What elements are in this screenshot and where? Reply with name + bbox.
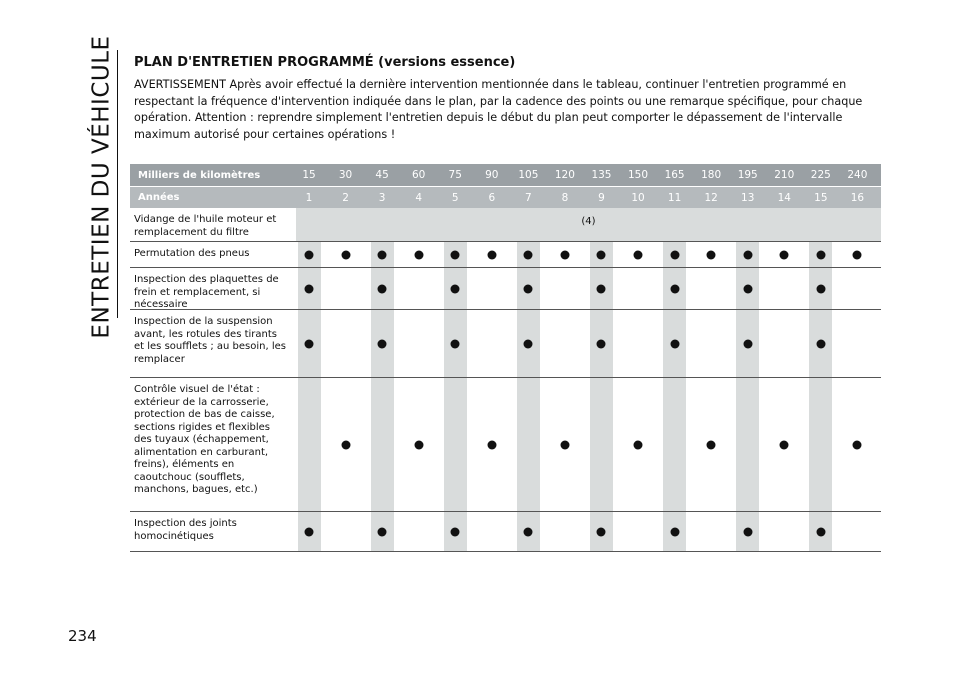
interval-dot <box>743 340 752 349</box>
row-label: Inspection de la suspension avant, les rotules des tirants et les soufflets ; au besoin, les remplacer <box>134 316 287 365</box>
interval-dot <box>560 251 569 260</box>
warning-paragraph: AVERTISSEMENT Après avoir effectué la dernière intervention mentionnée dans le tableau, continuer l'entretien programmé en respectant la fréquence d'intervention indiquée dans le plan, par la cadence des points ou une remarque spécifique, pour chaque opération. Attention : reprendre simplement l'entretien depuis le début du plan peut comporter le dépassement de l'intervalle maximum autorisé pour certaines opérations ! <box>134 78 863 141</box>
km-value: 30 <box>338 169 353 181</box>
page-number: 234 <box>68 627 97 645</box>
km-value: 60 <box>411 169 426 181</box>
header-years-row <box>130 186 881 208</box>
interval-dot <box>414 251 423 260</box>
km-value: 75 <box>448 169 462 181</box>
km-value: 120 <box>554 169 575 181</box>
year-value: 4 <box>415 191 423 204</box>
interval-dot <box>414 441 423 450</box>
table-row <box>130 378 881 512</box>
year-value: 14 <box>777 191 791 204</box>
table-row <box>130 208 881 242</box>
interval-dot <box>305 251 314 260</box>
interval-dot <box>305 340 314 349</box>
year-value: 13 <box>741 191 755 204</box>
row-label: Contrôle visuel de l'état : extérieur de la carrosserie, protection de bas de caisse, sections rigides et flexibles des tuyaux (échappement, alimentation en carburant, freins), éléments en caoutchouc (soufflets, manchons, bagues, etc.) <box>134 384 275 495</box>
year-value: 7 <box>525 191 532 204</box>
table-row <box>130 242 881 268</box>
row-label: Inspection des joints homocinétiques <box>134 518 237 542</box>
row-label: Permutation des pneus <box>134 248 250 259</box>
year-value: 15 <box>814 191 828 204</box>
interval-dot <box>816 285 825 294</box>
year-value: 8 <box>561 191 569 204</box>
year-value: 6 <box>488 191 496 204</box>
interval-dot <box>670 285 679 294</box>
interval-dot <box>816 528 825 537</box>
chapter-rule <box>117 50 118 318</box>
interval-dot <box>597 528 606 537</box>
interval-dot <box>305 528 314 537</box>
interval-dot <box>560 441 569 450</box>
interval-dot <box>816 340 825 349</box>
year-value: 3 <box>378 191 386 204</box>
interval-dot <box>670 528 679 537</box>
km-value: 195 <box>737 169 758 181</box>
column-stripe <box>663 378 686 511</box>
km-label: Milliers de kilomètres <box>138 169 261 181</box>
interval-dot <box>853 441 862 450</box>
interval-dot <box>597 251 606 260</box>
interval-dot <box>780 441 789 450</box>
year-value: 1 <box>305 191 313 204</box>
interval-dot <box>743 285 752 294</box>
km-value: 150 <box>628 169 649 181</box>
interval-dot <box>451 251 460 260</box>
column-stripe <box>517 378 540 511</box>
interval-dot <box>597 285 606 294</box>
interval-dot <box>634 251 643 260</box>
interval-dot <box>524 251 533 260</box>
km-value: 15 <box>302 169 316 181</box>
year-value: 5 <box>451 191 459 204</box>
maintenance-grid <box>130 164 881 552</box>
table-body <box>130 208 881 552</box>
column-stripe <box>809 378 832 511</box>
km-value: 135 <box>591 169 612 181</box>
km-value: 210 <box>774 169 795 181</box>
interval-dot <box>634 441 643 450</box>
interval-dot <box>487 441 496 450</box>
year-value: 16 <box>850 191 865 204</box>
column-stripe <box>444 378 467 511</box>
year-value: 2 <box>342 191 349 204</box>
interval-dot <box>707 251 716 260</box>
table-row <box>130 310 881 378</box>
interval-dot <box>451 285 460 294</box>
maintenance-table <box>130 164 881 552</box>
interval-dot <box>378 528 387 537</box>
row-note: (4) <box>581 216 596 227</box>
km-value: 105 <box>518 169 539 181</box>
row-label: Inspection des plaquettes de frein et remplacement, si nécessaire <box>134 274 279 310</box>
interval-dot <box>378 285 387 294</box>
interval-dot <box>524 528 533 537</box>
interval-dot <box>378 340 387 349</box>
header-km-row <box>130 164 881 186</box>
interval-dot <box>853 251 862 260</box>
column-stripe <box>371 378 394 511</box>
table-row <box>130 512 881 552</box>
years-label: Années <box>138 192 180 203</box>
interval-dot <box>780 251 789 260</box>
km-value: 180 <box>701 169 722 181</box>
year-value: 12 <box>704 191 718 204</box>
interval-dot <box>743 251 752 260</box>
interval-dot <box>597 340 606 349</box>
km-value: 165 <box>664 169 685 181</box>
interval-dot <box>305 285 314 294</box>
interval-dot <box>743 528 752 537</box>
interval-dot <box>707 441 716 450</box>
column-stripe <box>590 378 613 511</box>
row-label: Vidange de l'huile moteur et remplacement du filtre <box>134 214 277 238</box>
year-value: 11 <box>667 191 682 204</box>
interval-dot <box>524 285 533 294</box>
interval-dot <box>816 251 825 260</box>
year-value: 9 <box>598 191 605 204</box>
interval-dot <box>451 528 460 537</box>
column-stripe <box>298 378 321 511</box>
interval-dot <box>524 340 533 349</box>
interval-dot <box>487 251 496 260</box>
interval-dot <box>451 340 460 349</box>
km-value: 225 <box>810 169 831 181</box>
year-value: 10 <box>631 191 645 204</box>
interval-dot <box>341 251 350 260</box>
km-value: 45 <box>375 169 389 181</box>
interval-dot <box>378 251 387 260</box>
km-value: 240 <box>847 169 868 181</box>
table-row <box>130 268 881 310</box>
interval-dot <box>670 340 679 349</box>
chapter-side-title: ENTRETIEN DU VÉHICULE <box>89 35 115 339</box>
section-heading: PLAN D'ENTRETIEN PROGRAMMÉ (versions essence) <box>134 55 516 70</box>
interval-dot <box>670 251 679 260</box>
interval-dot <box>341 441 350 450</box>
column-stripe <box>736 378 759 511</box>
km-value: 90 <box>485 169 499 181</box>
